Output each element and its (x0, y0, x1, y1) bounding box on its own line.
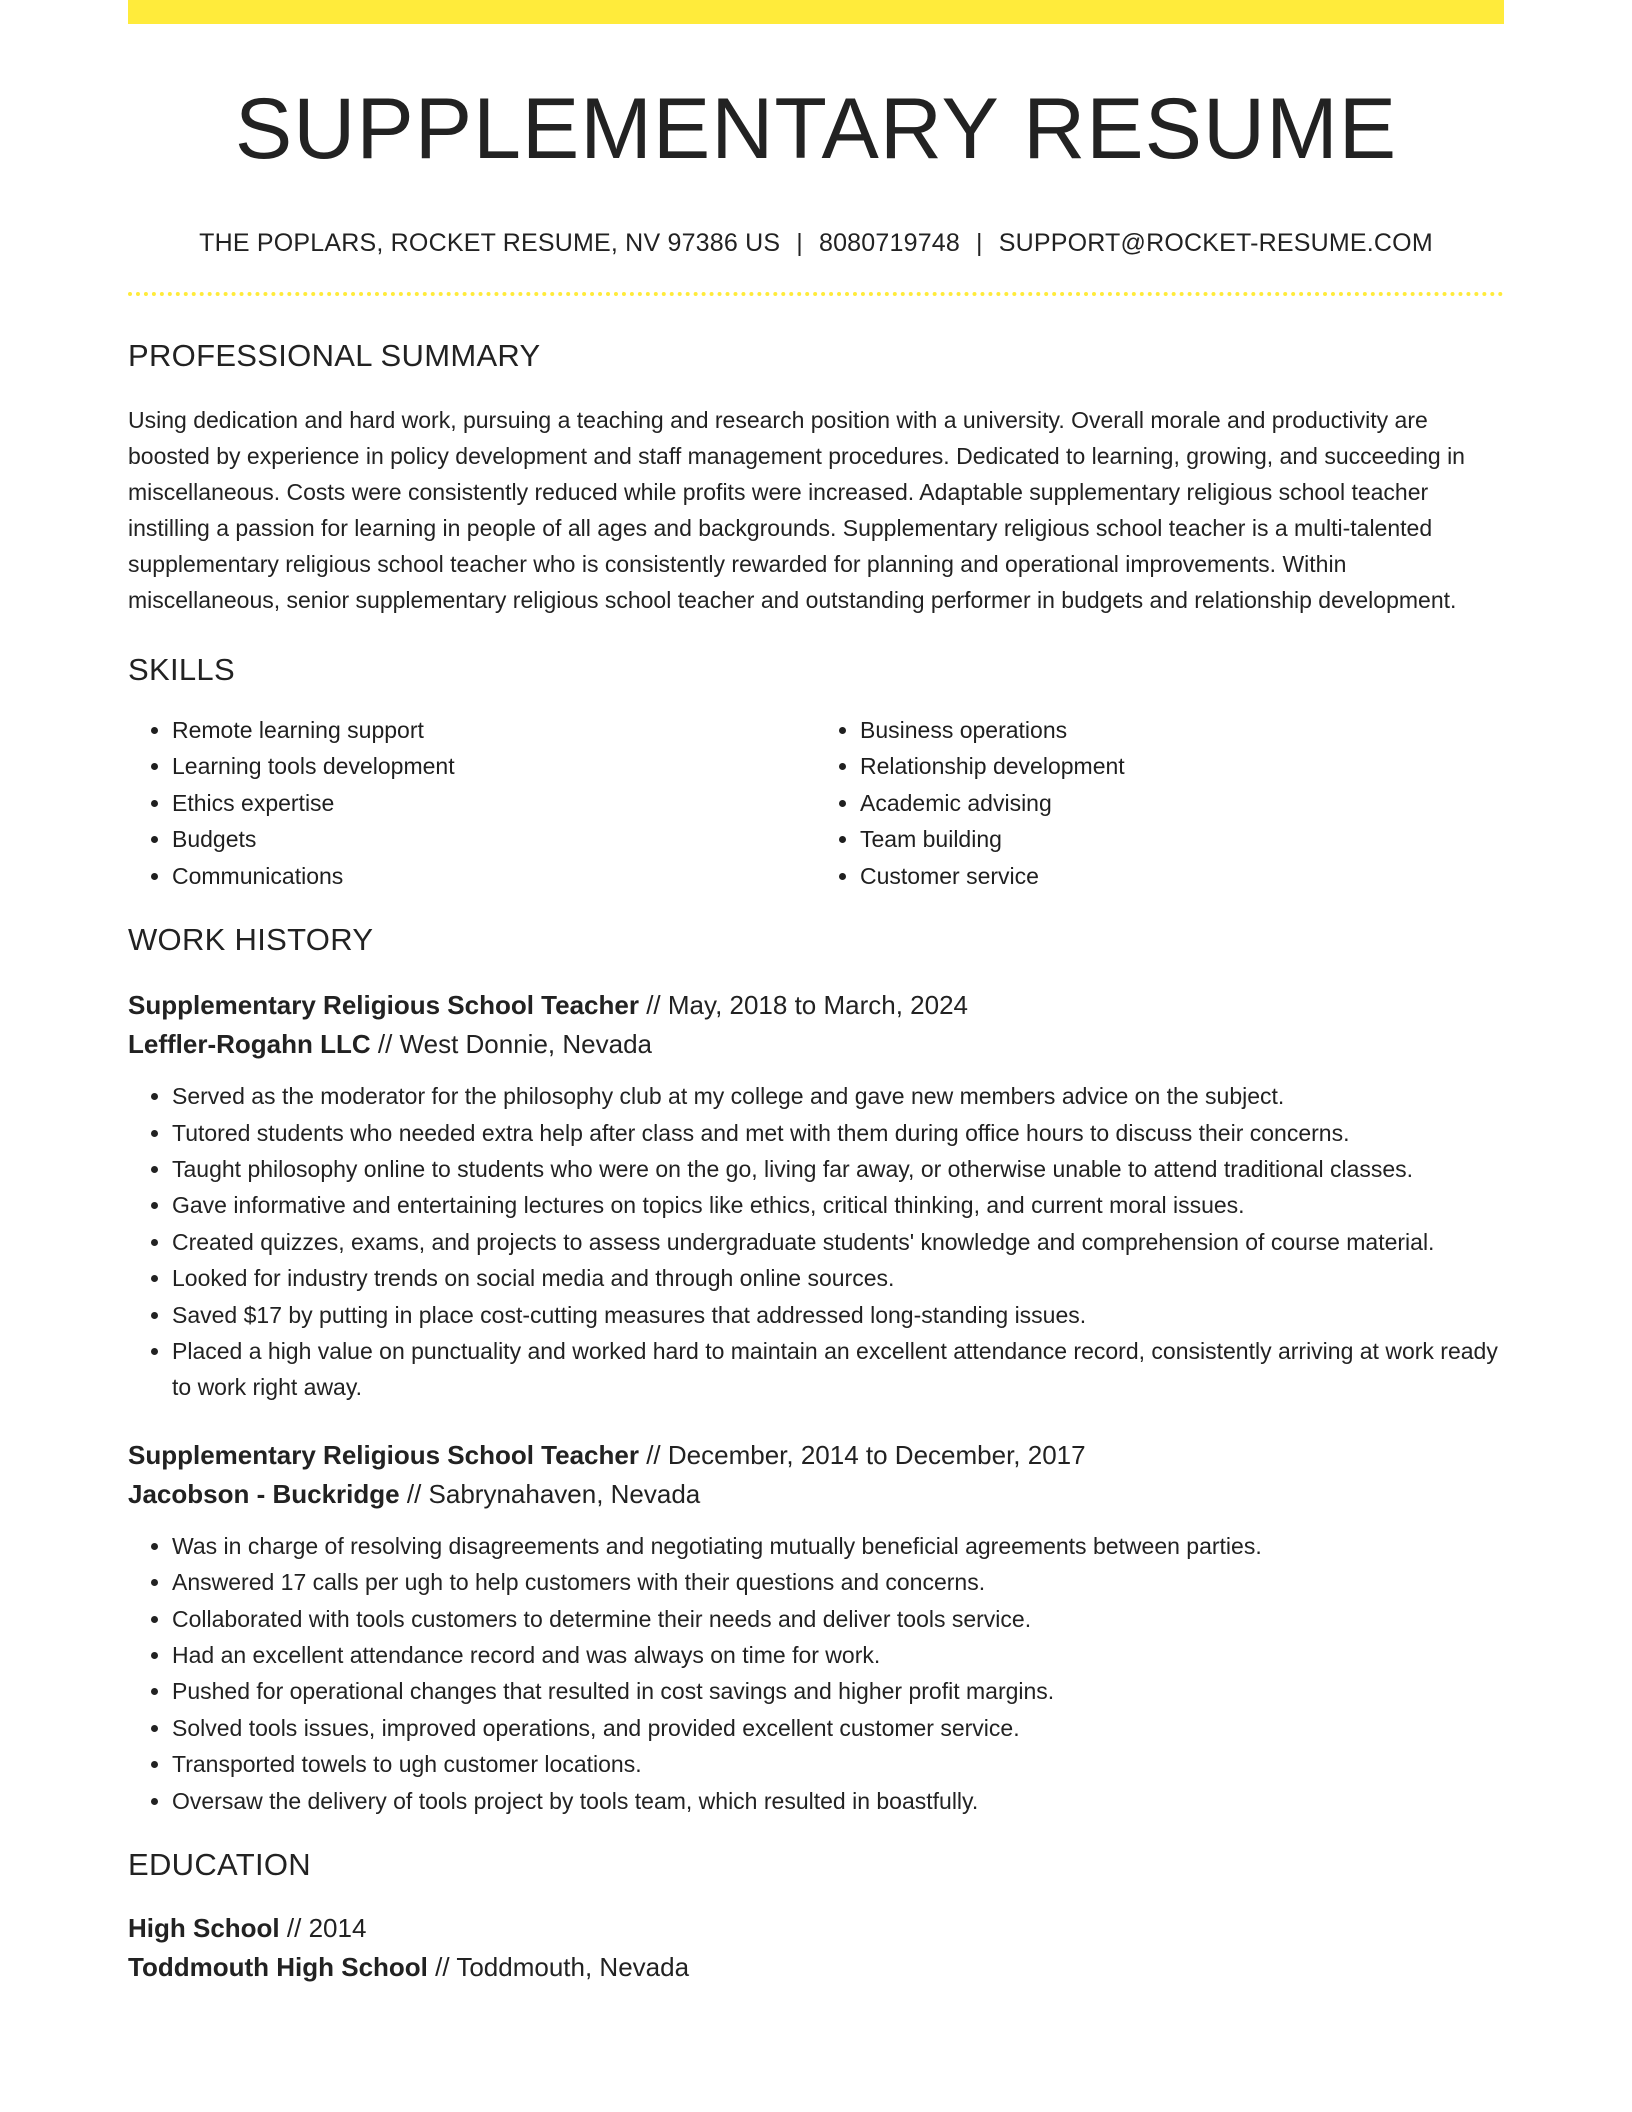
resume-content (128, 24, 1504, 1987)
skill-item: • Remote learning support (172, 712, 816, 749)
accent-top-bar (128, 0, 1504, 24)
skill-item: • Relationship development (860, 748, 1504, 785)
job-entry (128, 1436, 1504, 1819)
job-bullet: • Served as the moderator for the philosophy club at my college and gave new members advice on the subject. (172, 1078, 1504, 1114)
skills-heading: SKILLS (128, 651, 235, 687)
skill-item: • Customer service (860, 858, 1504, 895)
education-heading: EDUCATION (128, 1847, 311, 1882)
job-bullet: • Oversaw the delivery of tools project by tools team, which resulted in boastfully. (172, 1783, 1504, 1819)
skills-column-left (128, 712, 816, 895)
skill-item: • Business operations (860, 712, 1504, 749)
education-year: // 2014 (279, 1913, 367, 1943)
education-degree: High School (128, 1913, 280, 1943)
contact-phone: 8080719748 (818, 228, 961, 257)
job-bullet: • Placed a high value on punctuality and worked hard to maintain an excellent attendance record, consistently arriving at work ready to work right away. (172, 1333, 1504, 1406)
job-title-line (128, 1436, 1504, 1475)
job-company: Leffler-Rogahn LLC (128, 1029, 371, 1060)
skills-column-right (816, 712, 1504, 895)
job-bullets (128, 1528, 1504, 1819)
job-bullet: • Created quizzes, exams, and projects to assess undergraduate students' knowledge and comprehension of course material. (172, 1224, 1504, 1260)
job-bullet: • Pushed for operational changes that resulted in cost savings and higher profit margins. (172, 1673, 1504, 1709)
job-bullet: • Tutored students who needed extra help after class and met with them during office hours to discuss their concerns. (172, 1115, 1504, 1151)
job-bullet: • Saved $17 by putting in place cost-cutting measures that addressed long-standing issues. (172, 1297, 1504, 1333)
contact-address: THE POPLARS, ROCKET RESUME, NV 97386 US (199, 228, 781, 257)
dotted-divider (128, 292, 1504, 296)
skill-item: • Ethics expertise (172, 785, 816, 822)
skill-item: • Budgets (172, 821, 816, 858)
job-title-line (128, 986, 1504, 1025)
job-entry (128, 986, 1504, 1406)
education-school-line (128, 1948, 1504, 1987)
job-role: Supplementary Religious School Teacher (128, 990, 639, 1021)
job-location: // Sabrynahaven, Nevada (399, 1478, 701, 1509)
job-bullet: • Collaborated with tools customers to determine their needs and deliver tools service. (172, 1601, 1504, 1637)
job-dates: // December, 2014 to December, 2017 (638, 1439, 1086, 1470)
contact-separator: | (796, 228, 803, 257)
contact-line (128, 229, 1504, 258)
job-bullet: • Answered 17 calls per ugh to help customers with their questions and concerns. (172, 1564, 1504, 1600)
job-bullet: • Looked for industry trends on social media and through online sources. (172, 1260, 1504, 1296)
summary-text: Using dedication and hard work, pursuing a teaching and research position with a university. Overall morale and productivity are boosted by experience in policy development and staff management procedures. Dedicated to learning, growing, and succeeding in miscellaneous. Costs were consistently reduced while profits were increased. Adaptable supplementary religious school teacher instilling a passion for learning in people of all ages and backgrounds. Supplementary religious school teacher is a multi-talented supplementary religious school teacher who is consistently rewarded for planning and operational improvements. Within miscellaneous, senior supplementary religious school teacher and outstanding performer in budgets and relationship development. (128, 406, 1465, 613)
education-school: Toddmouth High School (128, 1952, 428, 1982)
job-company: Jacobson - Buckridge (128, 1478, 400, 1509)
job-dates: // May, 2018 to March, 2024 (638, 990, 969, 1021)
job-location: // West Donnie, Nevada (370, 1029, 652, 1060)
job-bullet: • Was in charge of resolving disagreements and negotiating mutually beneficial agreements between parties. (172, 1528, 1504, 1564)
skill-item: • Team building (860, 821, 1504, 858)
summary-heading: PROFESSIONAL SUMMARY (128, 337, 541, 373)
job-bullet: • Solved tools issues, improved operations, and provided excellent customer service. (172, 1710, 1504, 1746)
job-role: Supplementary Religious School Teacher (128, 1439, 639, 1470)
work-history-heading: WORK HISTORY (128, 922, 374, 958)
job-bullet: • Taught philosophy online to students who were on the go, living far away, or otherwise unable to attend traditional classes. (172, 1151, 1504, 1187)
education-location: // Toddmouth, Nevada (427, 1952, 690, 1982)
job-company-line (128, 1475, 1504, 1514)
contact-separator: | (976, 228, 983, 257)
skill-item: • Academic advising (860, 785, 1504, 822)
education-entry (128, 1909, 1504, 1987)
resume-name: SUPPLEMENTARY RESUME (234, 81, 1398, 177)
job-bullet: • Had an excellent attendance record and was always on time for work. (172, 1637, 1504, 1673)
skills-grid (128, 712, 1504, 895)
job-company-line (128, 1025, 1504, 1064)
job-bullet: • Gave informative and entertaining lectures on topics like ethics, critical thinking, and current moral issues. (172, 1187, 1504, 1223)
job-bullet: • Transported towels to ugh customer locations. (172, 1746, 1504, 1782)
contact-email: SUPPORT@ROCKET-RESUME.COM (998, 228, 1433, 257)
job-bullets (128, 1078, 1504, 1406)
skill-item: • Communications (172, 858, 816, 895)
education-degree-line (128, 1909, 1504, 1948)
skill-item: • Learning tools development (172, 748, 816, 785)
